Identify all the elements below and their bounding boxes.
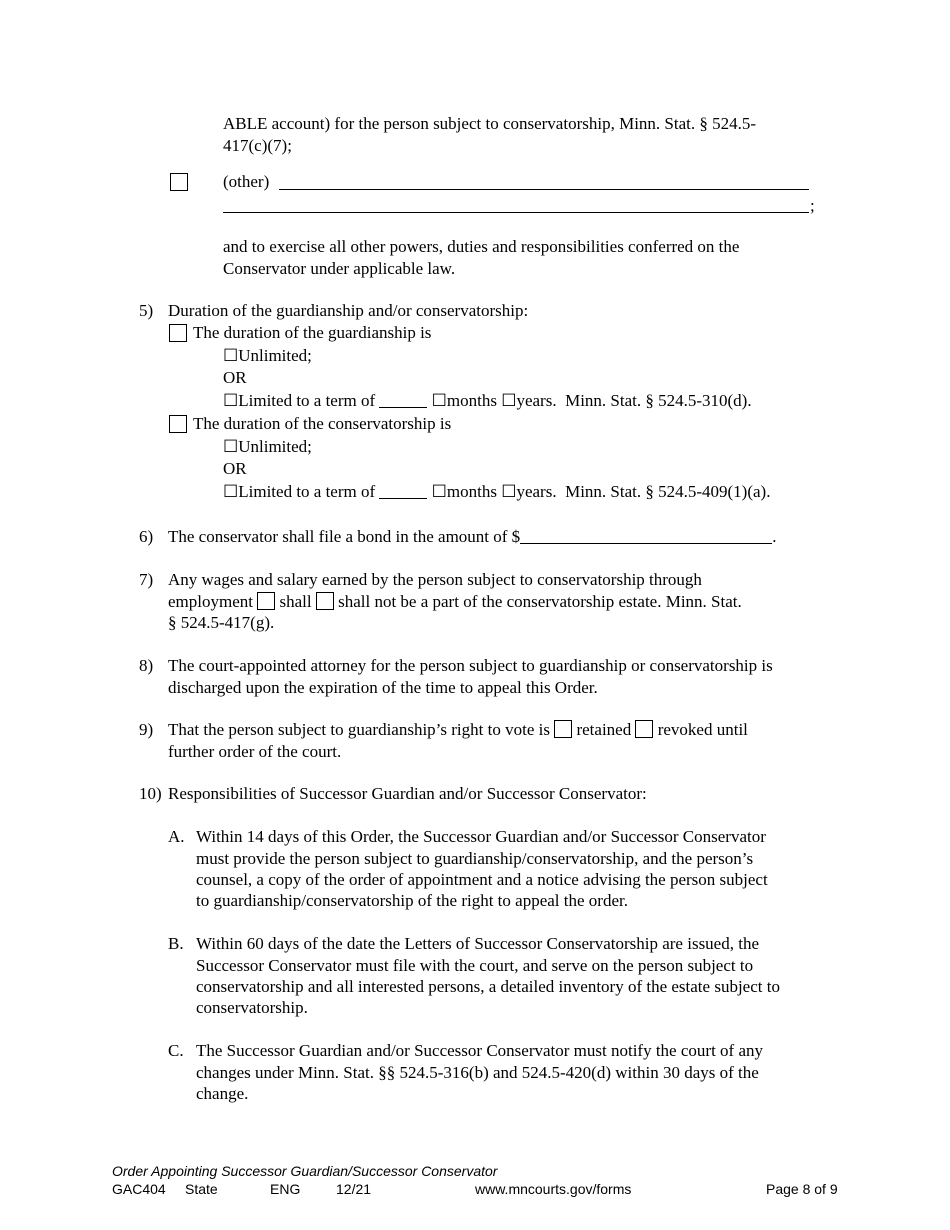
item-10-a-line-3: counsel, a copy of the order of appointment and a notice advising the person subject: [196, 870, 768, 889]
conservatorship-limited-option[interactable]: ☐Limited to a term of: [223, 482, 376, 501]
guardianship-or: OR: [223, 368, 247, 387]
item-9-line-2: further order of the court.: [168, 742, 342, 761]
wages-shall-not-checkbox[interactable]: [316, 592, 334, 610]
item-10-c-line-3: change.: [196, 1084, 249, 1103]
footer-page-number: Page 8 of 9: [766, 1181, 838, 1197]
guardianship-duration-label: The duration of the guardianship is: [193, 323, 432, 342]
cont-line-1: ABLE account) for the person subject to conservatorship, Minn. Stat. § 524.5-: [223, 114, 757, 133]
item-7-number: 7): [139, 570, 154, 589]
vote-retained-checkbox[interactable]: [554, 720, 572, 738]
bond-amount-field[interactable]: [520, 527, 772, 544]
conservatorship-or: OR: [223, 459, 247, 478]
item-5-title: Duration of the guardianship and/or conservatorship:: [168, 301, 529, 320]
conservatorship-limited-row: [223, 481, 770, 503]
item-10-a-label: A.: [168, 827, 185, 846]
item-10-b-line-1: Within 60 days of the date the Letters of Successor Conservatorship are issued, the: [196, 934, 760, 953]
conservatorship-term-field[interactable]: [379, 482, 427, 499]
item-8-line-2: discharged upon the expiration of the time to appeal this Order.: [168, 678, 598, 697]
guardianship-months-option[interactable]: ☐months: [431, 391, 497, 410]
footer-date: 12/21: [336, 1181, 372, 1197]
other-semicolon: ;: [810, 196, 815, 215]
guardianship-unlimited-option[interactable]: ☐Unlimited;: [223, 346, 312, 365]
bond-period: .: [772, 527, 777, 546]
guardianship-years-option[interactable]: ☐years.: [501, 391, 557, 410]
item-10-b-label: B.: [168, 934, 184, 953]
item-8-line-1: The court-appointed attorney for the person subject to guardianship or conservatorship is: [168, 656, 773, 675]
item-10-number: 10): [139, 784, 162, 803]
footer-url[interactable]: www.mncourts.gov/forms: [475, 1181, 632, 1197]
footer-form-number: GAC404: [112, 1181, 166, 1197]
powers-line-1: and to exercise all other powers, duties and responsibilities conferred on the: [223, 237, 740, 256]
item-10-b-line-3: conservatorship and all interested persons, a detailed inventory of the estate subject to: [196, 977, 780, 996]
item-8-number: 8): [139, 656, 154, 675]
guardianship-statute: Minn. Stat. § 524.5-310(d).: [565, 391, 752, 410]
retained-text: retained: [576, 720, 632, 739]
guardianship-duration-checkbox[interactable]: [169, 324, 187, 342]
shall-not-text: shall not be a part of the conservatorship estate. Minn. Stat.: [338, 592, 742, 611]
guardianship-limited-option[interactable]: ☐Limited to a term of: [223, 391, 376, 410]
item-6-text: [168, 526, 776, 548]
revoked-text: revoked until: [657, 720, 748, 739]
item-7-line-3: § 524.5-417(g).: [168, 613, 275, 632]
item-10-a-line-2: must provide the person subject to guardianship/conservatorship, and the person’s: [196, 849, 754, 868]
shall-text: shall: [279, 592, 312, 611]
item-10-a-line-4: to guardianship/conservatorship of the right to appeal the order.: [196, 891, 628, 910]
other-checkbox[interactable]: [170, 173, 188, 191]
conservatorship-months-option[interactable]: ☐months: [431, 482, 497, 501]
bond-label: The conservator shall file a bond in the amount of $: [168, 527, 521, 546]
guardianship-limited-row: [223, 390, 752, 412]
other-label: (other): [223, 172, 270, 191]
vote-text: That the person subject to guardianship’s right to vote is: [168, 720, 550, 739]
conservatorship-unlimited-option[interactable]: ☐Unlimited;: [223, 437, 312, 456]
footer-language: ENG: [270, 1181, 301, 1197]
guardianship-term-field[interactable]: [379, 391, 427, 408]
other-field-line-2[interactable]: [223, 196, 809, 213]
powers-line-2: Conservator under applicable law.: [223, 259, 456, 278]
item-10-title: Responsibilities of Successor Guardian and/or Successor Conservator:: [168, 784, 647, 803]
item-10-a-line-1: Within 14 days of this Order, the Successor Guardian and/or Successor Conservator: [196, 827, 766, 846]
item-10-b-line-4: conservatorship.: [196, 998, 308, 1017]
other-field-line-1[interactable]: [279, 173, 809, 190]
conservatorship-duration-label: The duration of the conservatorship is: [193, 414, 452, 433]
footer-title: Order Appointing Successor Guardian/Successor Conservator: [112, 1163, 498, 1179]
item-5-number: 5): [139, 301, 154, 320]
conservatorship-years-option[interactable]: ☐years.: [501, 482, 557, 501]
item-10-c-line-1: The Successor Guardian and/or Successor Conservator must notify the court of any: [196, 1041, 763, 1060]
item-10-b-line-2: Successor Conservator must file with the court, and serve on the person subject to: [196, 956, 754, 975]
item-10-c-line-2: changes under Minn. Stat. §§ 524.5-316(b) and 524.5-420(d) within 30 days of the: [196, 1063, 759, 1082]
item-7-line-1: Any wages and salary earned by the person subject to conservatorship through: [168, 570, 702, 589]
wages-shall-checkbox[interactable]: [257, 592, 275, 610]
item-6-number: 6): [139, 527, 154, 546]
employment-text: employment: [168, 592, 253, 611]
item-9-line-1: [168, 719, 748, 741]
conservatorship-statute: Minn. Stat. § 524.5-409(1)(a).: [565, 482, 771, 501]
item-10-c-label: C.: [168, 1041, 184, 1060]
conservatorship-duration-checkbox[interactable]: [169, 415, 187, 433]
vote-revoked-checkbox[interactable]: [635, 720, 653, 738]
item-9-number: 9): [139, 720, 154, 739]
footer-state: State: [185, 1181, 218, 1197]
item-7-line-2: [168, 591, 742, 613]
cont-line-2: 417(c)(7);: [223, 136, 292, 155]
